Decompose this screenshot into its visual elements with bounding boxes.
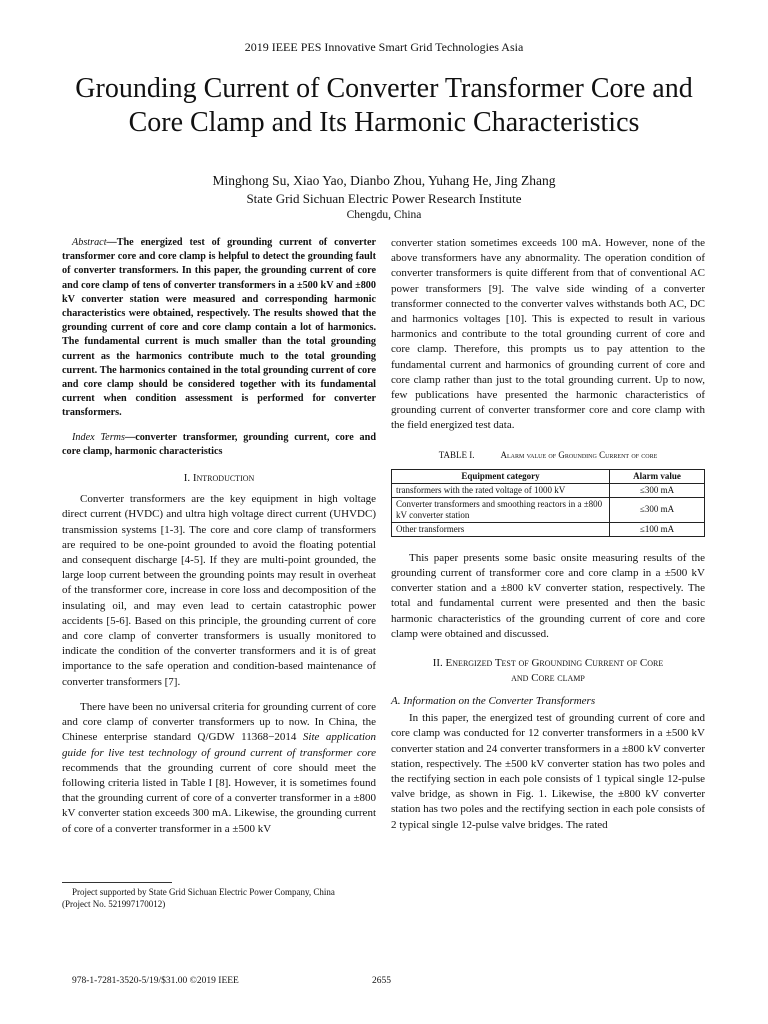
table-caption: [391, 448, 705, 463]
intro-p2-end: recommends that the grounding current of core should meet the following criteria listed in Table I [8]. However, it is sometimes found that the grounding current of core of a converter transformer in a ±800 kV converter station exceeds 300 mA. Likewise, the grounding current of core of a converter transformer in a ±500 kV: [62, 761, 376, 835]
table-cell: Converter transformers and smoothing reactors in a ±800 kV converter station: [392, 497, 610, 522]
paper-title: [30, 72, 738, 140]
author-names: Minghong Su, Xiao Yao, Dianbo Zhou, Yuhang He, Jing Zhang: [212, 173, 556, 188]
table-title: Alarm value of Grounding Current of core: [500, 449, 658, 460]
author-block: [0, 172, 768, 223]
index-terms-label: Index Terms: [72, 431, 125, 443]
abstract-label: Abstract: [72, 237, 107, 248]
section-heading-energized-test: [391, 656, 705, 686]
table-header-cell: Equipment category: [392, 469, 610, 483]
table-cell: ≤300 mA: [610, 483, 705, 497]
intro-paragraph-1: Converter transformers are the key equipment in high voltage direct current (HVDC) and ultra high voltage direct current (UHVDC) transmission systems [1-3]. The core and core clamp of transformers are required to be one-point grounded to avoid the floating potential and consequent discharge [4-5]. If they are multi-point grounded, the large loop current between the grounding points may result in overheat of the transformer core, increase in core loss and decomposition of the insulating oil, and may even lead to certain catastrophic power accidents [5-6]. Based on this principle, the grounding current of core and core clamp of converter transformers is usually monitored to indicate the condition of the converter transformers and it is of great importance to the safe operation and condition-based maintenance of converter transformers [7].: [62, 493, 376, 688]
index-terms-text: —converter transformer, grounding current, core and core clamp, harmonic characteristics: [62, 431, 376, 457]
abstract-text: —The energized test of grounding current of converter transformer core and core clamp is helpful to detect the grounding fault of converter transformers. In this paper, the grounding current of core and core clamp of tens of converter transformers in a ±500 kV and ±800 kV converter station were measured and corresponding harmonic characteristics were obtained, respectively. The results showed that the grounding current of core and core clamp contain a lot of harmonics. The fundamental current is much smaller than the total grounding current as the harmonics contribute much to the total grounding current. The harmonics contained in the total grounding current of core and core clamp should be considered together with its fundamental current when condition assessment is performed for converter transformers.: [62, 237, 376, 419]
section2-heading-line-1: II. Energized Test of Grounding Current of Core: [432, 657, 664, 670]
table-cell: ≤300 mA: [610, 497, 705, 522]
intro-paragraph-3: converter station sometimes exceeds 100 mA. However, none of the above transformers have any abnormality. The operation condition of converter transformers is quite different from that of conventional AC power transformers [9]. The valve side winding of a converter transformer connected to the converter valves withstands both AC, DC and harmonics voltages [10]. This is expected to result in various harmonics and contribute to the total grounding current of core and core clamp. Therefore, this prompts us to pay attention to the fundamental current and harmonics of grounding current of core and core clamp rather than just to the total grounding current. Up to now, few publications have presented the harmonic characteristics of grounding current of converter transformer core and core clamp with the field energized test data.: [391, 237, 705, 432]
affiliation-city: Chengdu, China: [346, 209, 422, 221]
table-row: [392, 483, 705, 497]
table-cell: transformers with the rated voltage of 1000 kV: [392, 483, 610, 497]
page-number: 2655: [372, 976, 391, 986]
right-column: [391, 236, 705, 843]
footnote-line-2: (Project No. 521997170012): [62, 899, 166, 909]
footnote: [62, 886, 380, 910]
subsection-heading: A. Information on the Converter Transformers: [391, 695, 596, 708]
table-header-row: [392, 469, 705, 483]
table-row: [392, 497, 705, 522]
footnote-divider: [62, 882, 172, 883]
title-line-1: Grounding Current of Converter Transformer Core and: [75, 73, 693, 104]
title-line-2: Core Clamp and Its Harmonic Characteristics: [128, 107, 640, 138]
table-header-cell: Alarm value: [610, 469, 705, 483]
table-cell: ≤100 mA: [610, 522, 705, 536]
table-cell: Other transformers: [392, 522, 610, 536]
table-row: [392, 522, 705, 536]
intro-p2-start: There have been no universal criteria for grounding current of core and core clamp of converter transformers up to now. In China, the Chinese enterprise standard Q/GDW 11368−2014: [62, 700, 376, 744]
section2-paragraph-1: In this paper, the energized test of grounding current of core and core clamp was conducted for 12 converter transformers in a ±500 kV converter station and 24 converter transformers in a ±800 kV converter station, respectively. The ±500 kV converter station has two poles and the rectifying section in each pole consists of 1 typical single 12-pulse valve bridge, as shown in Fig. 1. Likewise, the ±800 kV converter station has two poles and the rectifying section in each pole consists of 2 typical single 12-pulse valve bridges. The rated: [391, 712, 705, 831]
left-column: [62, 236, 376, 847]
index-terms: [62, 431, 376, 459]
abstract: [62, 236, 376, 421]
affiliation: State Grid Sichuan Electric Power Research Institute: [246, 191, 522, 206]
section-heading-introduction: I. Introduction: [183, 472, 255, 485]
isbn-copyright: 978-1-7281-3520-5/19/$31.00 ©2019 IEEE: [72, 976, 239, 986]
intro-paragraph-2: [62, 700, 376, 837]
alarm-value-table: [391, 469, 705, 537]
footnote-line-1: Project supported by State Grid Sichuan Electric Power Company, China: [72, 887, 335, 897]
table-label: TABLE I.: [438, 449, 475, 460]
standard-title: Site application guide for live test technology of ground current of transformer core: [62, 731, 376, 759]
conference-name: 2019 IEEE PES Innovative Smart Grid Technologies Asia: [244, 40, 524, 54]
paper-overview-paragraph: This paper presents some basic onsite measuring results of the grounding current of transformer core and core clamp in a ±500 kV converter station and a ±800 kV converter station, respectively. The total and fundamental current were presented and then the basic harmonic characteristics of the grounding current of core and core clamp were obtained and discussed.: [391, 551, 705, 640]
section2-heading-line-2: and Core clamp: [511, 672, 585, 685]
